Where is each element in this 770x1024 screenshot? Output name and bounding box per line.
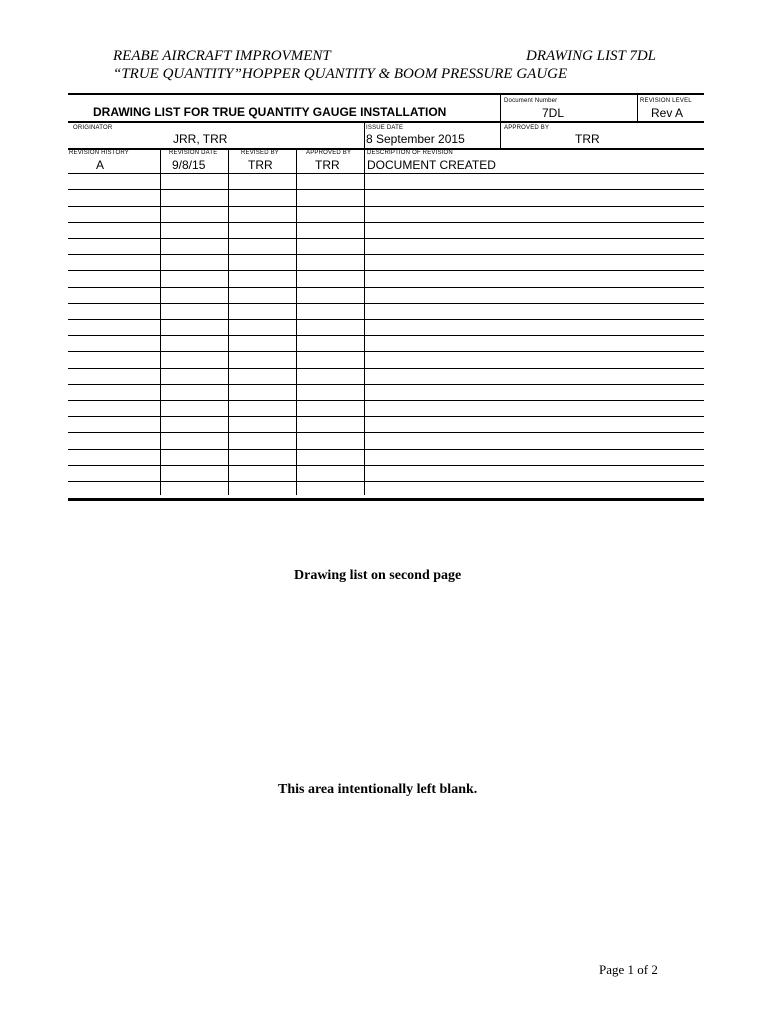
title-block-form xyxy=(68,93,704,501)
form-rule xyxy=(637,95,638,123)
page-number: Page 1 of 2 xyxy=(599,962,658,977)
table-row-rule xyxy=(68,189,704,190)
table-row-rule xyxy=(68,400,704,401)
document-number: 7DL xyxy=(542,106,565,120)
table-column-rule xyxy=(364,150,365,495)
table-row-rule xyxy=(68,173,704,174)
document-subtitle: “TRUE QUANTITY”HOPPER QUANTITY & BOOM PRESSURE GAUGE xyxy=(113,66,568,82)
originator: JRR, TRR xyxy=(173,132,228,146)
revision-cell-revised-by: TRR xyxy=(248,158,273,172)
table-row-rule xyxy=(68,432,704,433)
form-rule xyxy=(364,123,365,150)
approved-by-label: APPROVED BY xyxy=(504,125,550,131)
table-row-rule xyxy=(68,449,704,450)
table-row-rule xyxy=(68,319,704,320)
form-rule xyxy=(68,121,704,123)
form-title: DRAWING LIST FOR TRUE QUANTITY GAUGE INSTALLATION xyxy=(93,105,447,119)
table-row-rule xyxy=(68,465,704,466)
revision-level-label: REVISION LEVEL xyxy=(640,98,692,104)
approved-by: TRR xyxy=(575,132,600,146)
blank-area-note: This area intentionally left blank. xyxy=(278,782,478,797)
table-column-rule xyxy=(160,150,161,495)
document-number-label: Document Number xyxy=(504,98,558,104)
table-row-rule xyxy=(68,303,704,304)
col-header-approved-by: APPROVED BY xyxy=(306,150,352,156)
table-row-rule xyxy=(68,351,704,352)
drawing-list-note: Drawing list on second page xyxy=(294,568,462,583)
table-row-rule xyxy=(68,416,704,417)
table-row-rule xyxy=(68,270,704,271)
revision-cell-date: 9/8/15 xyxy=(172,158,206,172)
table-row-rule xyxy=(68,254,704,255)
originator-label: ORIGINATOR xyxy=(73,125,113,131)
table-row-rule xyxy=(68,287,704,288)
revision-cell-level: A xyxy=(96,158,105,172)
table-row-rule xyxy=(68,238,704,239)
issue-date-label: ISSUE DATE xyxy=(366,125,404,131)
company-name: REABE AIRCRAFT IMPROVMENT xyxy=(113,48,331,64)
col-header-revision-history: REVISION HISTORY xyxy=(69,150,129,156)
drawing-reference: DRAWING LIST 7DL xyxy=(526,48,657,64)
revision-level: Rev A xyxy=(651,106,684,120)
table-row-rule xyxy=(68,368,704,369)
table-column-rule xyxy=(296,150,297,495)
table-row-rule xyxy=(68,335,704,336)
table-column-rule xyxy=(228,150,229,495)
revision-cell-approved-by: TRR xyxy=(315,158,340,172)
col-header-description: DESCRIPTION OF REVISION xyxy=(367,150,453,156)
col-header-revision-date: REVISION DATE xyxy=(169,150,218,156)
table-row-rule xyxy=(68,481,704,482)
issue-date: 8 September 2015 xyxy=(366,132,465,146)
table-row-rule xyxy=(68,384,704,385)
table-row-rule xyxy=(68,222,704,223)
revision-cell-description: DOCUMENT CREATED xyxy=(367,158,496,172)
table-row-rule xyxy=(68,206,704,207)
form-rule xyxy=(500,95,501,150)
col-header-revised-by: REVISED BY xyxy=(241,150,280,156)
